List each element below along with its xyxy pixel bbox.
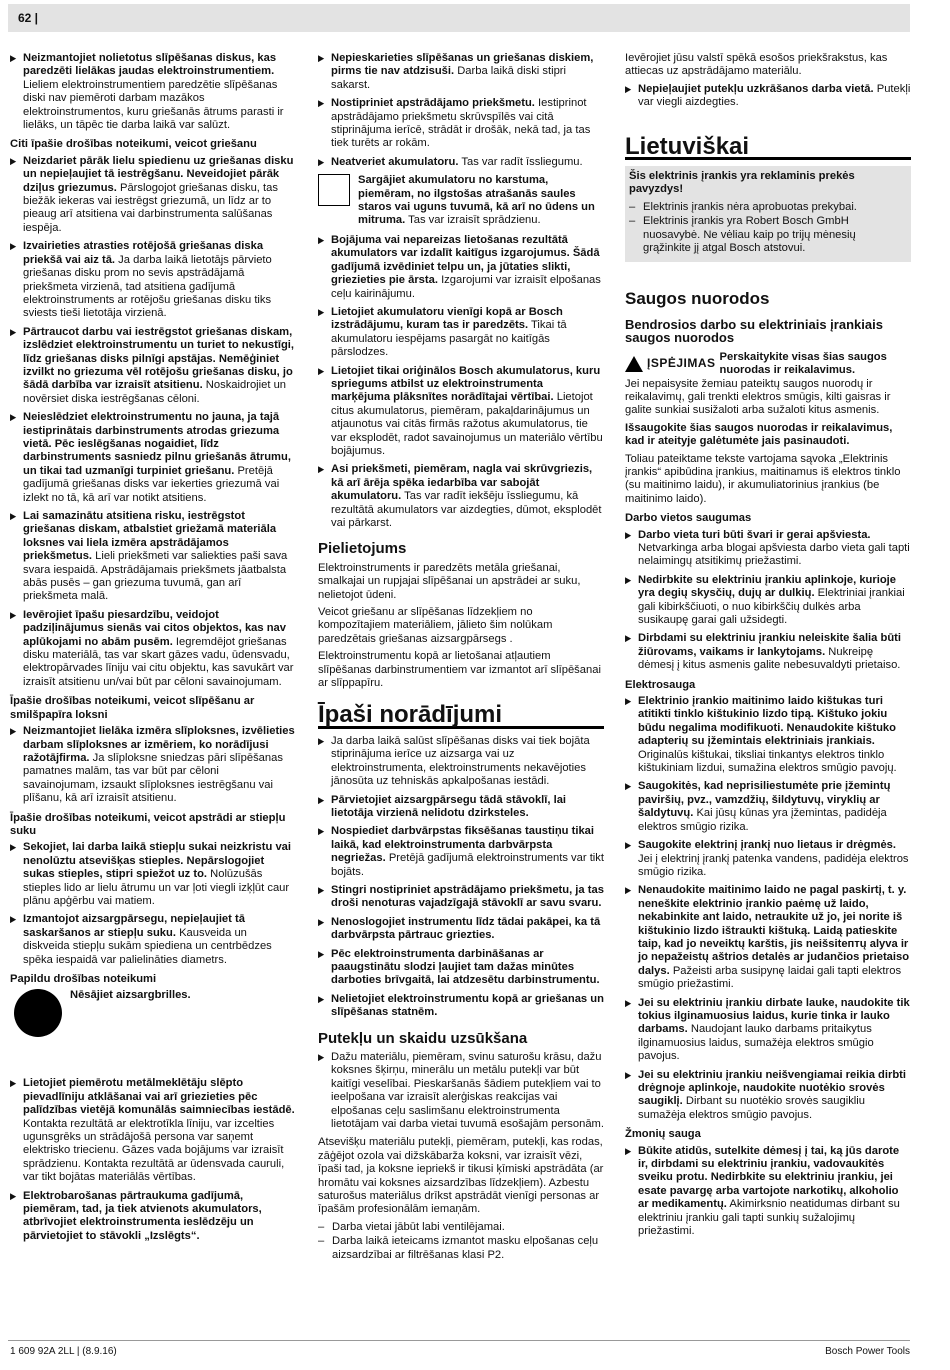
subheading-text: Īpašie drošības noteikumi, veicot slīpēšanu ar smilšpapīra loksni — [10, 695, 255, 721]
bullet-text: Ja darba laikā salūst slīpēšanas disks vai tiek bojāta stiprinājuma ierīce uz aizsarga vai uz elektroinstrumenta, elektroinstruments nekavējoties jānosūta uz tehniskās apkalpošanas iestādi. — [331, 734, 590, 788]
bullet-bold: Lietojiet tikai oriģinālos Bosch akumulatorus, kuru spriegums atbilst uz elektroinstrumenta marķējuma plāksnītes norādītajai vērtībai. — [331, 364, 601, 404]
bullet-bold: Ievērojiet īpašu piesardzību, veidojot padziļinājumus sienās vai citos objektos, kas nav aplūkojami no abām pusēm. — [23, 608, 287, 648]
bullet-item — [318, 916, 604, 943]
bullet-item — [10, 326, 296, 406]
bullet-text: Dažu materiālu, piemēram, svinu saturošu krāsu, dažu koksnes šķirņu, minerālu un metālu putekļi var būt kaitīgi veselībai. Pieskaršanās šādiem putekļiem vai to ieelpošana var izraisīt alerģiskas reakcijas vai elpošanas ceļu saslimšanu elektroinstrumenta lietotājam vai darba vietai tuvumā esošajām personām. — [331, 1051, 604, 1131]
bullet-bold: Elektrobarošanas pārtraukuma gadījumā, piemēram, tad, ja tiek atvienots akumulators, atbrīvojiet elektroinstrumenta ieslēdzēju un pārvietojiet to stāvokli „Izslēgts“. — [23, 1189, 262, 1242]
bullet-item — [625, 839, 911, 879]
warning-bold: Perskaitykite visas šias saugos nuorodas ir reikalavimus. — [719, 350, 887, 377]
bullet-bold: Izmantojot aizsargpārsegu, nepieļaujiet tā saskaršanos ar stiepļu suku. — [23, 913, 245, 939]
battery-warning — [318, 174, 604, 228]
bullet-text: Pažeisti arba susipynę laidai gali tapti elektros smūgio priežastimi. — [638, 964, 902, 991]
footer-brand: Bosch Power Tools — [825, 1346, 910, 1357]
subheading-text: Elektrosauga — [625, 678, 696, 691]
bullet-bold: Elektrinio įrankio maitinimo laido kištukas turi atitikti tinklo kištukinio lizdo tipą. Kištuko jokiu būdu negalima modifikuoti. Nenaudokite kištuko adapterių su įžemintais elektriniais įrankiais. — [638, 695, 896, 748]
bullet-bold: Saugokitės, kad neprisiliestumėte prie įžemintų paviršių, pvz., vamzdžių, šildytuvų, viryklių ar šaldytuvų. — [638, 780, 891, 820]
bullet-text: Jei į elektrinį įrankį patenka vandens, padidėja elektros smūgio rizika. — [638, 852, 909, 878]
dash-item — [318, 1221, 604, 1234]
bullet-text: Akimirksnio neatidumas dirbant su elektriniu įrankiu gali tapti sunkių sužalojimų priežastimi. — [638, 1198, 900, 1238]
bullet-text: Pretējā gadījumā griešanas disks var iekerties griezumā vai izlekt no tā, kā arī var notikt atsitiens. — [23, 464, 280, 504]
column-3-intro — [625, 52, 911, 110]
bullet-bold: Nelietojiet elektroinstrumentu kopā ar griešanas un slīpēšanas statnēm. — [331, 992, 604, 1019]
warning-icon — [625, 356, 643, 372]
bullet-text: Kausveida un diskveida stiepļu sukām spiediena un centrbēdzes spēka iespaidā var palielināties diametrs. — [23, 926, 272, 966]
bullet-bold: Nostipriniet apstrādājamo priekšmetu. — [331, 97, 535, 110]
bullet-bold: Sekojiet, lai darba laikā stiepļu sukai neizkristu vai nenolūztu atsevišķas stieples. Nepārslogojiet sukas stieples, stipri spiežot uz to. — [23, 841, 291, 881]
bullet-text: Tas var radīt īssliegumu. — [458, 155, 583, 168]
safety-goggles-icon — [14, 989, 62, 1037]
bullet-item — [10, 411, 296, 505]
bullet-item — [318, 156, 604, 169]
bullet-item — [625, 83, 911, 110]
bullet-text: Kai jūsų kūnas yra įžemintas, padidėja elektros smūgio rizika. — [638, 807, 887, 833]
bullet-item — [318, 884, 604, 911]
bullet-text: Nolūzušās stieples lido ar lielu ātrumu un var ļoti viegli izķļūt caur plānu apģērbu vai matiem. — [23, 868, 290, 907]
bullet-text: Tas var radīt iekšēju īssliegumu, kā rezultātā akumulators var aizdegties, dūmot, eksplodēt vai pārkarst. — [331, 490, 602, 529]
bullet-bold: Lietojiet piemērotu metālmeklētāju slēpto pievadlīniju atklāšanai vai arī griezieties pēc palīdzības vietējā komunālās saimniecības iestādē. — [23, 1077, 295, 1117]
bullet-text: Kontakta rezultātā ar elektrotīkla līniju, var izcelties ugunsgrēks un strādājošā persona var saņemt elektrisko triecienu. Gāzes vada bojājums var izraisīt sprādzienu. Kontakta rezultātā ar ūdensvada cauruli, var tikt bojātas materiālās vērtības. — [23, 1117, 285, 1184]
bullet-bold: Nepieskarieties slīpēšanas un griešanas diskiem, pirms tie nav atdzisuši. — [331, 52, 594, 78]
subheading-text: Īpašie drošības noteikumi, veicot apstrādi ar stiepļu suku — [10, 811, 286, 837]
subheading — [10, 695, 296, 722]
bullet-text: Lieli priekšmeti var saliekties paši sava svara iespaidā. Apstrādājamais priekšmets jāatbalsta abās pusēs – gan griezuma tuvumā, gan arī priekšmeta malā. — [23, 550, 288, 603]
bullet-bold: Jei su elektriniu įrankiu dirbate lauke, naudokite tik tokius ilginamuosius laidus, kurie tinka ir lauko darbams. — [638, 996, 910, 1036]
bullet-item — [625, 695, 911, 775]
bullet-text: Putekļi var viegli aizdegties. — [638, 82, 911, 109]
footer-rule — [8, 1340, 910, 1341]
bullet-item — [625, 1145, 911, 1239]
subheading-text: Žmonių sauga — [625, 1128, 701, 1141]
bullet-item — [318, 825, 604, 879]
subheading-text: Papildu drošības noteikumi — [10, 973, 157, 985]
notice-item: – Elektrinis įrankis yra Robert Bosch GmbH nuosavybė. Ne vėliau kaip po trijų mėnesių grąžinkite jį atgal Bosch atstovui. — [629, 215, 905, 255]
bullet-item — [625, 780, 911, 834]
bullet-text: Lietojot citus akumulatorus, piemēram, pakaļdarinājumus un atjaunotus vai citās firmās ražotus akumulatorus, tie var eksplodēt, radot savainojumus un materiālo vērtību bojājumus. — [331, 391, 603, 457]
column-2 — [318, 52, 604, 1263]
bullet-item — [10, 725, 296, 805]
goggles-instruction — [10, 989, 296, 1037]
bullet-item — [318, 1051, 604, 1131]
bullet-item — [10, 913, 296, 967]
paragraph-text: Elektroinstrumentu kopā ar lietošanai atļautiem slīpēšanas darbinstrumentiem var izmantot arī slīpēšanai ar slīppapīru. — [318, 650, 601, 690]
paragraph — [318, 562, 604, 602]
bullet-text: Izgarojumi var izraisīt elpošanas ceļu kairinājumu. — [331, 274, 601, 300]
bullet-bold: Pēc elektroinstrumenta darbināšanas ar paaugstinātu slodzi ļaujiet tam dažas minūtes darboties brīvgaitā, lai atdzesētu darbinstrumentu. — [331, 947, 600, 987]
bullet-item — [318, 735, 604, 789]
section-heading — [318, 540, 604, 558]
dash-text: Darba laikā ieteicams izmantot masku elpošanas ceļu aizsardzībai ar filtrēšanas klasi P2. — [332, 1235, 599, 1261]
bullet-bold: Neizdariet pārāk lielu spiedienu uz griešanas disku un nepieļaujiet tā iestrēgšanu. Neveidojiet pārāk dziļus griezumus. — [23, 154, 294, 194]
bullet-text: Tikai tā akumulatoru iespējams pasargāt no kaitīgās pārslodzes. — [331, 319, 567, 359]
warning-label — [625, 351, 911, 378]
bullet-text: Dirbant su nuotėkio srovės saugikliu sumažėja elektros smūgio pavojus. — [638, 1095, 865, 1121]
bullet-bold: Pārtraucot darbu vai iestrēgstot griešanas diskam, izslēdziet elektroinstrumentu un turiet to nekustīgi, līdz griešanas disks pilnīgi apstājas. Nemēģiniet izvilkt no griezuma vēl rotējošu griešanas disku, jo šādā darbība var izraisīt atsitienu. — [23, 325, 295, 392]
bullet-item — [10, 510, 296, 604]
bullet-text: Iestiprinot apstrādājamo priekšmetu skrūvspīlēs vai citā stiprinājuma ierīcē, strādāt ir drošāk, nekā tad, ja tas tiek turēts ar rokām. — [331, 97, 591, 150]
bullet-item — [318, 365, 604, 459]
header-bar — [8, 4, 910, 32]
bullet-bold: Stingri nostipriniet apstrādājamo priekšmetu, ja tas droši nenoturas vajadzīgajā stāvoklī ar savu svaru. — [331, 883, 604, 910]
bullet-bold: Pārvietojiet aizsargpārsegu tādā stāvoklī, lai lietotāja virzienā nelidotu dzirksteles. — [331, 793, 567, 819]
bullet-bold: Būkite atidūs, sutelkite dėmesį į tai, ką jūs darote ir, dirbdami su elektriniu įrankiu, vadovaukitės sveiku protu. Nedirbkite su elektriniu įrankiu, jei esate pavargę arba vartojote narkotikų, alkoholio ar medikamentų. — [638, 1144, 900, 1211]
bullet-bold: Nedirbkite su elektriniu įrankiu aplinkoje, kurioje yra degių skysčių, dujų ar dulkių. — [638, 573, 897, 600]
column-3-rest — [625, 512, 911, 1238]
sample-notice-box — [625, 166, 911, 262]
paragraph — [318, 1136, 604, 1216]
bullet-text: Ja darba laikā lietotājs pārvieto griešanas disku prom no sevis apstrādājamā priekšmeta virzienā, tad atsitiena gadījumā elektroinstruments ar rotējošu griešanas disku tiks sviests tieši lietotāja virzienā. — [23, 253, 272, 320]
bullet-item — [318, 306, 604, 360]
bullet-bold: Darbo vieta turi būti švari ir gerai apšviesta. — [638, 528, 871, 541]
bullet-text: Noskaidrojiet un novērsiet diska iestrēgšanas cēloni. — [23, 379, 287, 405]
dash-item — [318, 1235, 604, 1262]
footer-code: 1 609 92A 2LL | (8.9.16) — [10, 1346, 117, 1357]
bullet-text: Elektriniai įrankiai gali kibirkščiuoti, o nuo kibirkščių dulkės arba susikaupę garai gali užsidegti. — [638, 587, 905, 626]
subheading — [10, 812, 296, 839]
page-number: 62 | — [18, 11, 39, 25]
bullet-bold: Neizmantojiet lielāka izmēra slīploksnes, izvēlieties darbam slīploksnes ar izmēriem, ko norādījusi ražotājfirma. — [23, 725, 295, 764]
battery-warning-bold: Sargājiet akumulatoru no karstuma, piemēram, no ilgstošas atrašanās saules staros vai uguns tuvumā, kā arī no ūdens un mitruma. — [358, 174, 595, 227]
bullet-bold: Neizmantojiet nolietotus slīpēšanas diskus, kas paredzēti lielākas jaudas elektroinstrumentiem. — [23, 52, 277, 78]
bullet-text: Nukreipę dėmesį į kitus asmenis galite nebesuvaldyti prietaiso. — [638, 645, 901, 672]
section-title-lithuanian: Lietuviškai — [625, 140, 911, 160]
bullet-bold: Neatveriet akumulatoru. — [331, 155, 459, 168]
bullet-item — [10, 1077, 296, 1184]
subheading — [625, 679, 911, 692]
bullet-text: Ja slīploksne sniedzas pāri slīpēšanas pamatnes malām, tas var būt par cēloni savainojumam, izsaukt slīploksnes iestrēgšanu vai plīšanu, kā arī izraisīt atsitienu. — [23, 751, 283, 805]
bullet-text: Netvarkinga arba blogai apšviesta darbo vieta gali tapti nelaimingų atsitikimų priežastimi. — [638, 541, 910, 568]
bullet-text: Lieliem elektroinstrumentiem paredzētie slīpēšanas diski nav piemēroti darbam mazākos elektroinstrumentos, kuru griešanās ātrums parasti ir lielāks, un tāpēc tie darba laikā var salūzt. — [23, 78, 284, 132]
subheading-text: Citi īpašie drošības noteikumi, veicot griešanu — [10, 138, 257, 151]
notice-item: – Elektrinis įrankis nėra aprobuotas prekybai. — [629, 201, 905, 214]
bullet-item — [318, 463, 604, 530]
chapter-heading — [318, 701, 604, 729]
bullet-item — [318, 52, 604, 92]
term-definition: Toliau pateiktame tekste vartojama sąvoka „Elektrinis įrankis“ apibūdina įrankius, maitinamus iš elektros tinklo (su maitinimo laidu), ir akumuliatorinius įrankius (be maitinimo laido). — [625, 452, 901, 505]
bullet-bold: Jei su elektriniu įrankiu neišvengiamai reikia dirbti drėgnoje aplinkoje, naudokite nuotėkio srovės saugiklį. — [638, 1068, 906, 1108]
bullet-item — [318, 97, 604, 151]
bullet-item — [318, 948, 604, 988]
bullet-item — [318, 794, 604, 821]
paragraph — [318, 650, 604, 690]
bullet-item — [10, 609, 296, 689]
heading-text: Putekļu un skaidu uzsūkšana — [318, 1029, 528, 1047]
paragraph — [318, 606, 604, 646]
bullet-item — [10, 1190, 296, 1244]
bullet-text: Darba laikā diski stipri sakarst. — [331, 65, 567, 91]
heading-text: Īpaši norādījumi — [318, 701, 503, 729]
bullet-item — [625, 997, 911, 1064]
paragraph — [625, 52, 911, 79]
bullet-bold: Nepieļaujiet putekļu uzkrāšanos darba vietā. — [638, 82, 874, 95]
paragraph-text: Ievērojiet jūsu valstī spēkā esošos priekšrakstus, kas attiecas uz apstrādājamo materiālu. — [625, 52, 888, 78]
bullet-item — [10, 841, 296, 908]
column-3 — [625, 52, 911, 1243]
bullet-text: Pretējā gadījumā elektroinstruments var tikt bojāts. — [331, 852, 604, 878]
bullet-bold: Nenaudokite maitinimo laido ne pagal paskirtį, t. y. neneškite elektrinio įrankio paėmę už laido, nekabinkite ant laido, netraukite už jo, jei norite iš kištukinio lizdo ištraukti kištuką. Laidą patieskite taip, kad jo neveiktų karštis, jis neišsitептų alyva ir jo nepažeistų aštrios detalės ar judančios prietaiso dalys. — [638, 884, 910, 977]
subheading — [10, 973, 296, 986]
section-heading — [318, 1029, 604, 1047]
bullet-item — [625, 1069, 911, 1123]
bullet-item — [318, 993, 604, 1020]
bullet-item — [625, 529, 911, 569]
general-safety-title: Bendrosios darbo su elektriniais įrankiais saugos nuorodos — [625, 316, 883, 346]
keep-instructions: Išsaugokite šias saugos nuorodas ir reikalavimus, kad ir ateityje galėtumėte jais pasinaudoti. — [625, 421, 893, 448]
subheading — [10, 138, 296, 151]
bullet-bold: Bojājuma vai nepareizas lietošanas rezultātā akumulators var izdalīt kaitīgus izgarojumus. Šādā gadījumā izvēdiniet telpu un, ja jūtaties slikti, griezieties pie ārsta. — [331, 233, 600, 287]
warning-word: ĮSPĖJIMAS — [647, 356, 716, 371]
bullet-item — [318, 234, 604, 301]
paragraph-text: Atsevišķu materiālu putekļi, piemēram, putekļi, kas rodas, zāģējot ozola vai dižskābarža koksni, var izraisīt vēzi, īpaši tad, ja koksne iepriekš ir tikusi ķīmiski apstrādāta (ar hromātu vai koksnes aizsardzības līdzekļiem). Azbestu saturošus materiālus drīkst apstrādāt vienīgi personas ar īpašām profesionālām iemaņām. — [318, 1136, 604, 1216]
bullet-bold: Nospiediet darbvārpstas fiksēšanas taustiņu tikai laikā, kad elektroinstrumenta darbvārpsta negriežas. — [331, 825, 594, 865]
bullet-text: Pārslogojot griešanas disku, tas biežāk iekeras vai iestrēgst griezumā, un līdz ar to pieaug arī atsitiena vai darbinstrumenta salūšanas iespēja. — [23, 181, 278, 234]
bullet-bold: Lai samazinātu atsitiena risku, iestrēgstot griešanas diskam, atbalstiet griežamā materiāla loksnes vai liela izmēra apstrādājamos priekšmetus. — [23, 510, 277, 563]
subheading — [625, 512, 911, 525]
paragraph-text: Elektroinstruments ir paredzēts metāla griešanai, smalkajai un rupjajai slīpēšanai un apstrādei ar suku, nelietojot ūdeni. — [318, 561, 581, 601]
bullet-bold: Saugokite elektrinį įrankį nuo lietaus ir drėgmės. — [638, 839, 897, 852]
bullet-item — [10, 52, 296, 132]
subheading — [625, 1128, 911, 1141]
warning-text: Jei nepaisysite žemiau pateiktų saugos nuorodų ir reikalavimų, gali trenkti elektros smūgis, kilti gaisras ir galite sunkiai susižaloti arba sužaloti kitus asmenis. — [625, 377, 891, 417]
bullet-bold: Nenoslogojiet instrumentu līdz tādai pakāpei, ka tā darbvārpsta pārtrauc griezties. — [331, 915, 601, 942]
bullet-text: Originalūs kištukai, tiksliai tinkantys elektros tinklo kištukiniam lizdui, sumažina elektros smūgio pavojų. — [638, 748, 897, 775]
heading-text: Pielietojums — [318, 540, 407, 558]
notice-title: Šis elektrinis įrankis yra reklaminis prekės pavyzdys! — [629, 170, 855, 196]
bullet-bold: Izvairieties atrasties rotējošā griešanas diska priekšā vai aiz tā. — [23, 240, 264, 266]
battery-heat-icon — [318, 174, 350, 206]
bullet-text: Iegremdējot griešanas disku materiālā, tas var skart gāzes vadu, ūdensvadu, elektropārvades līniju vai citu objektu, kas savukārt var izraisīt atsitienu un/vai būt par cēloni savainojumam. — [23, 635, 294, 688]
battery-warning-text: Tas var izraisīt sprādzienu. — [405, 214, 541, 227]
bullet-bold: Dirbdami su elektriniu įrankiu neleiskite šalia būti žiūrovams, vaikams ir lankytojams. — [638, 632, 901, 658]
bullet-item — [10, 155, 296, 235]
dash-text: Darba vietai jābūt labi ventilējamai. — [332, 1220, 505, 1233]
goggles-text: Nēsājiet aizsargbrilles. — [70, 989, 191, 1002]
bullet-bold: Asi priekšmeti, piemēram, nagla vai skrūvgriezis, kā arī ārēja spēka iedarbība var sabojāt akumulatoru. — [331, 463, 593, 503]
column-1 — [10, 52, 296, 1248]
bullet-item — [625, 574, 911, 628]
bullet-item — [625, 884, 911, 991]
subheading-text: Darbo vietos saugumas — [625, 512, 752, 525]
bullet-text: Naudojant lauko darbams pritaikytus ilginamuosius laidus, sumažėja elektros smūgio pavojus. — [638, 1023, 874, 1063]
bullet-item — [625, 632, 911, 672]
bullet-bold: Neieslēdziet elektroinstrumentu no jauna, ja tajā iestiprinātais darbinstruments atrodas griezuma vietā. Pēc ieslēgšanas nogaidiet, līdz darbinstruments sasniedz pilnu griešanās ātrumu, un tikai tad uzmanīgi turpiniet griešanu. — [23, 411, 291, 477]
bullet-bold: Lietojiet akumulatoru vienīgi kopā ar Bosch izstrādājumu, kuram tas ir paredzēts. — [331, 305, 563, 332]
paragraph-text: Veicot griešanu ar slīpēšanas līdzekļiem no kompozītajiem materiāliem, jālieto šim nolūkam paredzētais griešanas aizsargpārsegs . — [318, 606, 553, 645]
bullet-item — [10, 240, 296, 320]
safety-title: Saugos nuorodos — [625, 289, 770, 309]
